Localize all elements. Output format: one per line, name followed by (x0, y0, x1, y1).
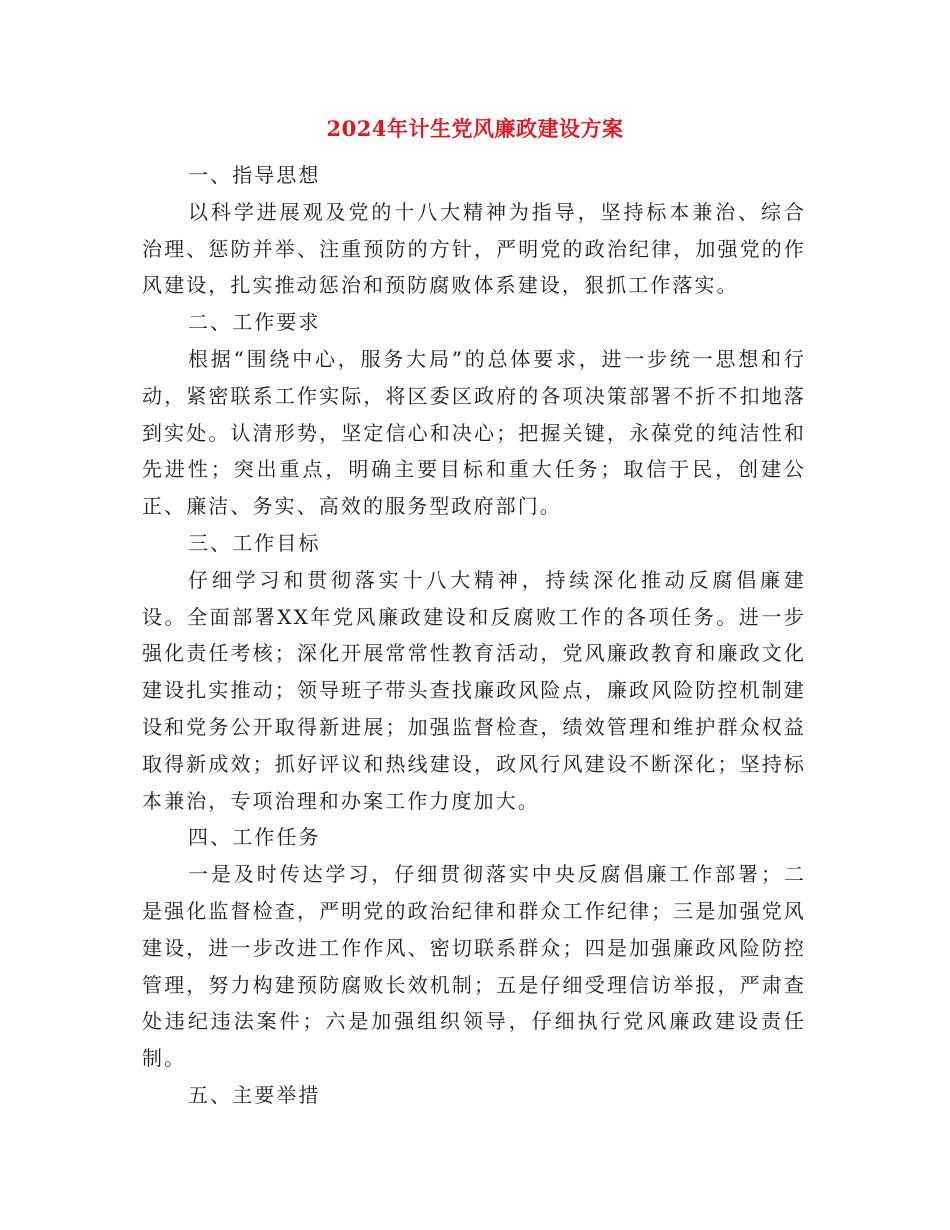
section-heading-work-tasks: 四、工作任务 (188, 825, 321, 850)
section-text-work-requirements: 根据“围绕中心，服务大局”的总体要求，进一步统一思想和行动，紧密联系工作实际，将区委区政府的各项决策部署不折不扣地落到实处。认清形势，坚定信心和决心；把握关键，永葆党的纯洁性和先进性；突出重点，明确主要目标和重大任务；取信于民，创建公正、廉洁、务实、高效的服务型政府部门。 (142, 346, 806, 519)
section-text-work-goals: 仔细学习和贯彻落实十八大精神，持续深化推动反腐倡廉建设。全面部署XX年党风廉政建设和反腐败工作的各项任务。进一步强化责任考核；深化开展常常性教育活动，党风廉政教育和廉政文化建设扎实推动；领导班子带头查找廉政风险点，廉政风险防控机制建设和党务公开取得新进展；加强监督检查，绩效管理和维护群众权益取得新成效；抓好评议和热线建设，政风行风建设不断深化；坚持标本兼治，专项治理和办案工作力度加大。 (142, 567, 806, 813)
section-heading-main-measures: 五、主要举措 (188, 1082, 321, 1107)
section-heading-guiding-ideology: 一、指导思想 (188, 163, 321, 187)
document-body (142, 157, 806, 1114)
document-title: 2024年计生党风廉政建设方案 (326, 116, 624, 141)
section-heading-work-requirements: 二、工作要求 (188, 310, 321, 335)
section-heading-work-goals: 三、工作目标 (188, 530, 321, 555)
section-text-guiding-ideology: 以科学进展观及党的十八大精神为指导，坚持标本兼治、综合治理、惩防并举、注重预防的方针，严明党的政治纪律，加强党的作风建设，扎实推动惩治和预防腐败体系建设，狠抓工作落实。 (142, 199, 806, 298)
section-text-work-tasks: 一是及时传达学习，仔细贯彻落实中央反腐倡廉工作部署；二是强化监督检查，严明党的政治纪律和群众工作纪律；三是加强党风建设，进一步改进工作作风、密切联系群众；四是加强廉政风险防控管理，努力构建预防腐败长效机制；五是仔细受理信访举报，严肃查处违纪违法案件；六是加强组织领导，仔细执行党风廉政建设责任制。 (142, 862, 806, 1071)
